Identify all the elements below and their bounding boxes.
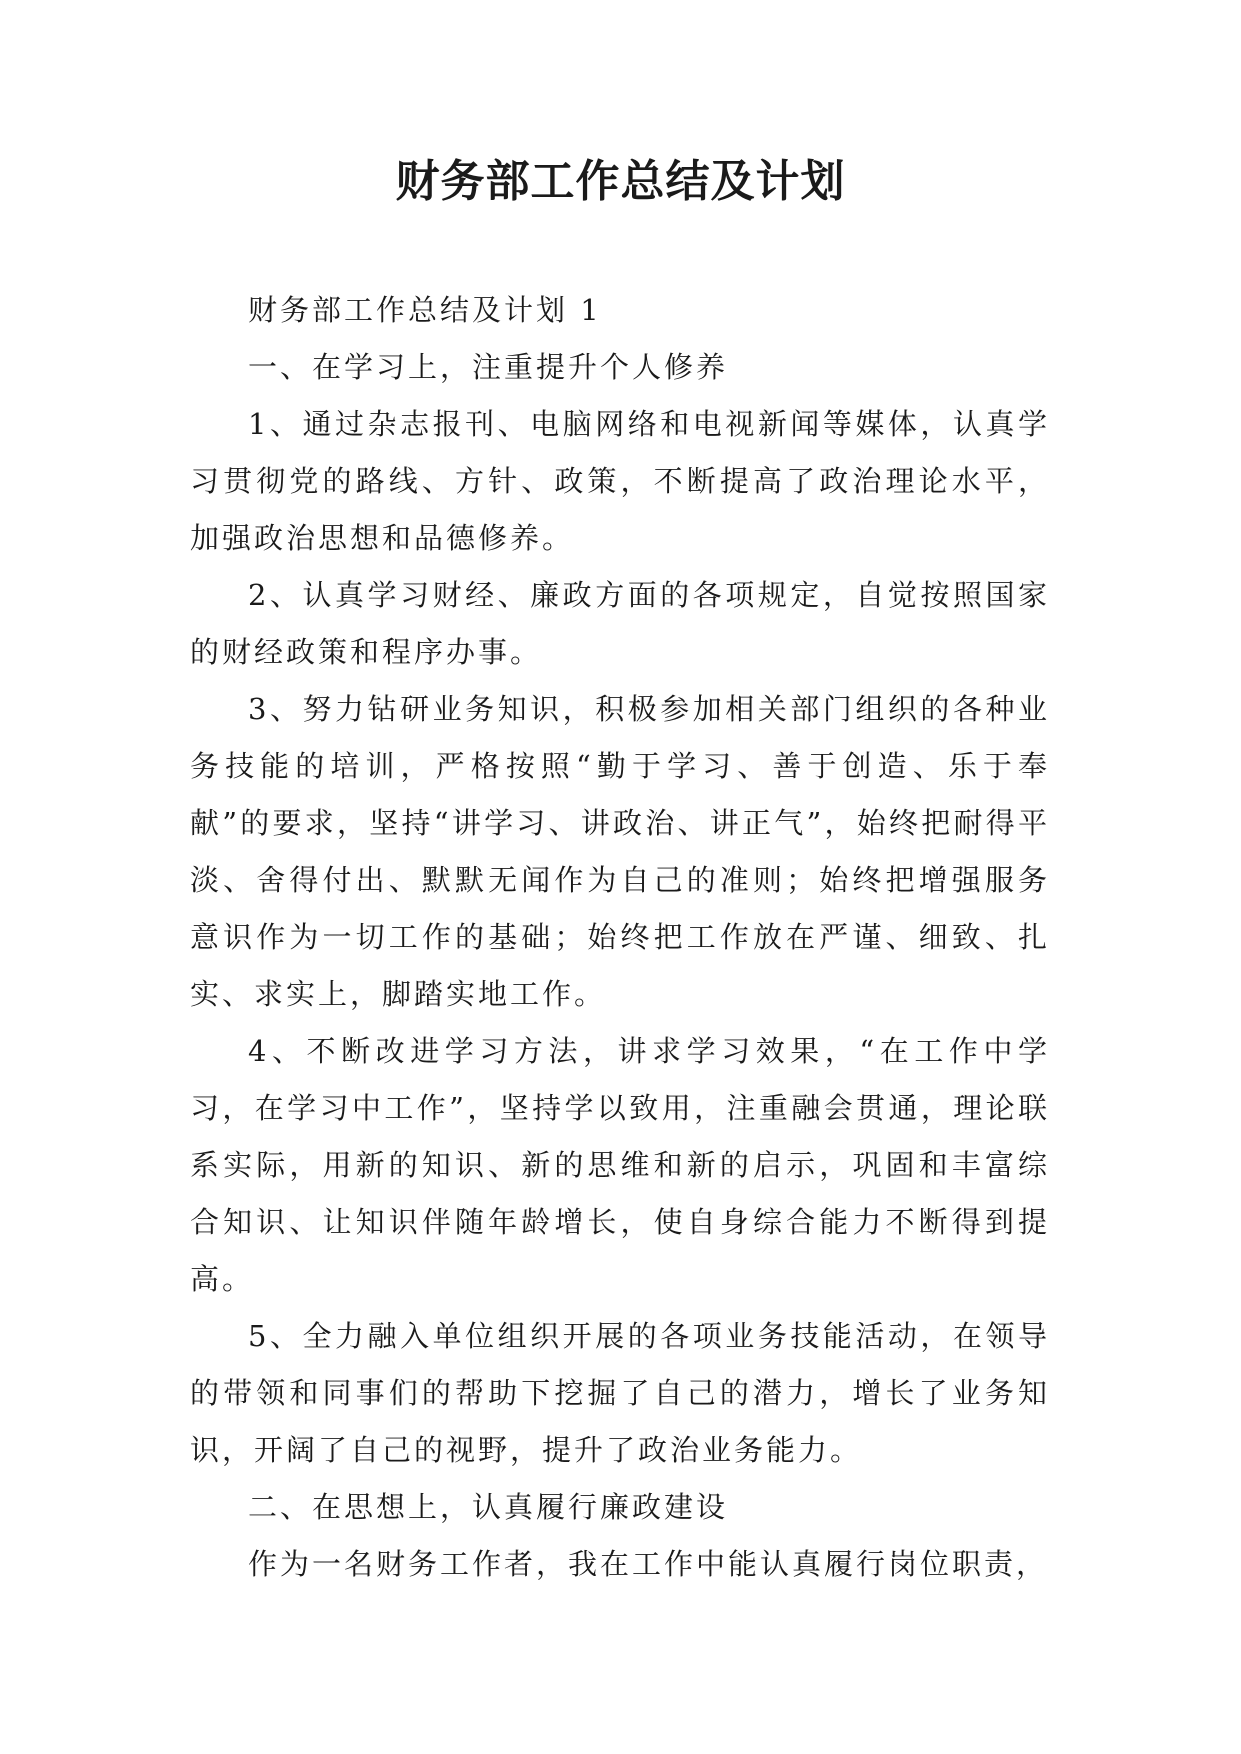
paragraph-item-3: 3、努力钻研业务知识，积极参加相关部门组织的各种业务技能的培训，严格按照“勤于学习、善于创造、乐于奉献”的要求，坚持“讲学习、讲政治、讲正气”，始终把耐得平淡、舍得付出、默默无闻作为自己的准则；始终把增强服务意识作为一切工作的基础；始终把工作放在严谨、细致、扎实、求实上，脚踏实地工作。 [190, 692, 1050, 1011]
paragraph-item-1: 1、通过杂志报刊、电脑网络和电视新闻等媒体，认真学习贯彻党的路线、方针、政策，不断提高了政治理论水平，加强政治思想和品德修养。 [190, 407, 1050, 555]
document-body [190, 282, 1050, 1593]
paragraph-item-4: 4、不断改进学习方法，讲求学习效果，“在工作中学习，在学习中工作”，坚持学以致用，注重融会贯通，理论联系实际，用新的知识、新的思维和新的启示，巩固和丰富综合知识、让知识伴随年龄增长，使自身综合能力不断得到提高。 [190, 1034, 1050, 1296]
paragraph-subtitle: 财务部工作总结及计划 1 [248, 293, 602, 327]
paragraph-text: 作为一名财务工作者，我在工作中能认真履行岗位职责， [248, 1547, 1049, 1581]
paragraph-section-heading-2: 二、在思想上，认真履行廉政建设 [248, 1490, 729, 1524]
document-title: 财务部工作总结及计划 [395, 156, 846, 207]
paragraph-section-heading-1: 一、在学习上，注重提升个人修养 [248, 350, 729, 384]
paragraph-item-2: 2、认真学习财经、廉政方面的各项规定，自觉按照国家的财经政策和程序办事。 [190, 578, 1050, 669]
paragraph-item-5: 5、全力融入单位组织开展的各项业务技能活动，在领导的带领和同事们的帮助下挖掘了自己的潜力，增长了业务知识，开阔了自己的视野，提升了政治业务能力。 [190, 1319, 1050, 1467]
